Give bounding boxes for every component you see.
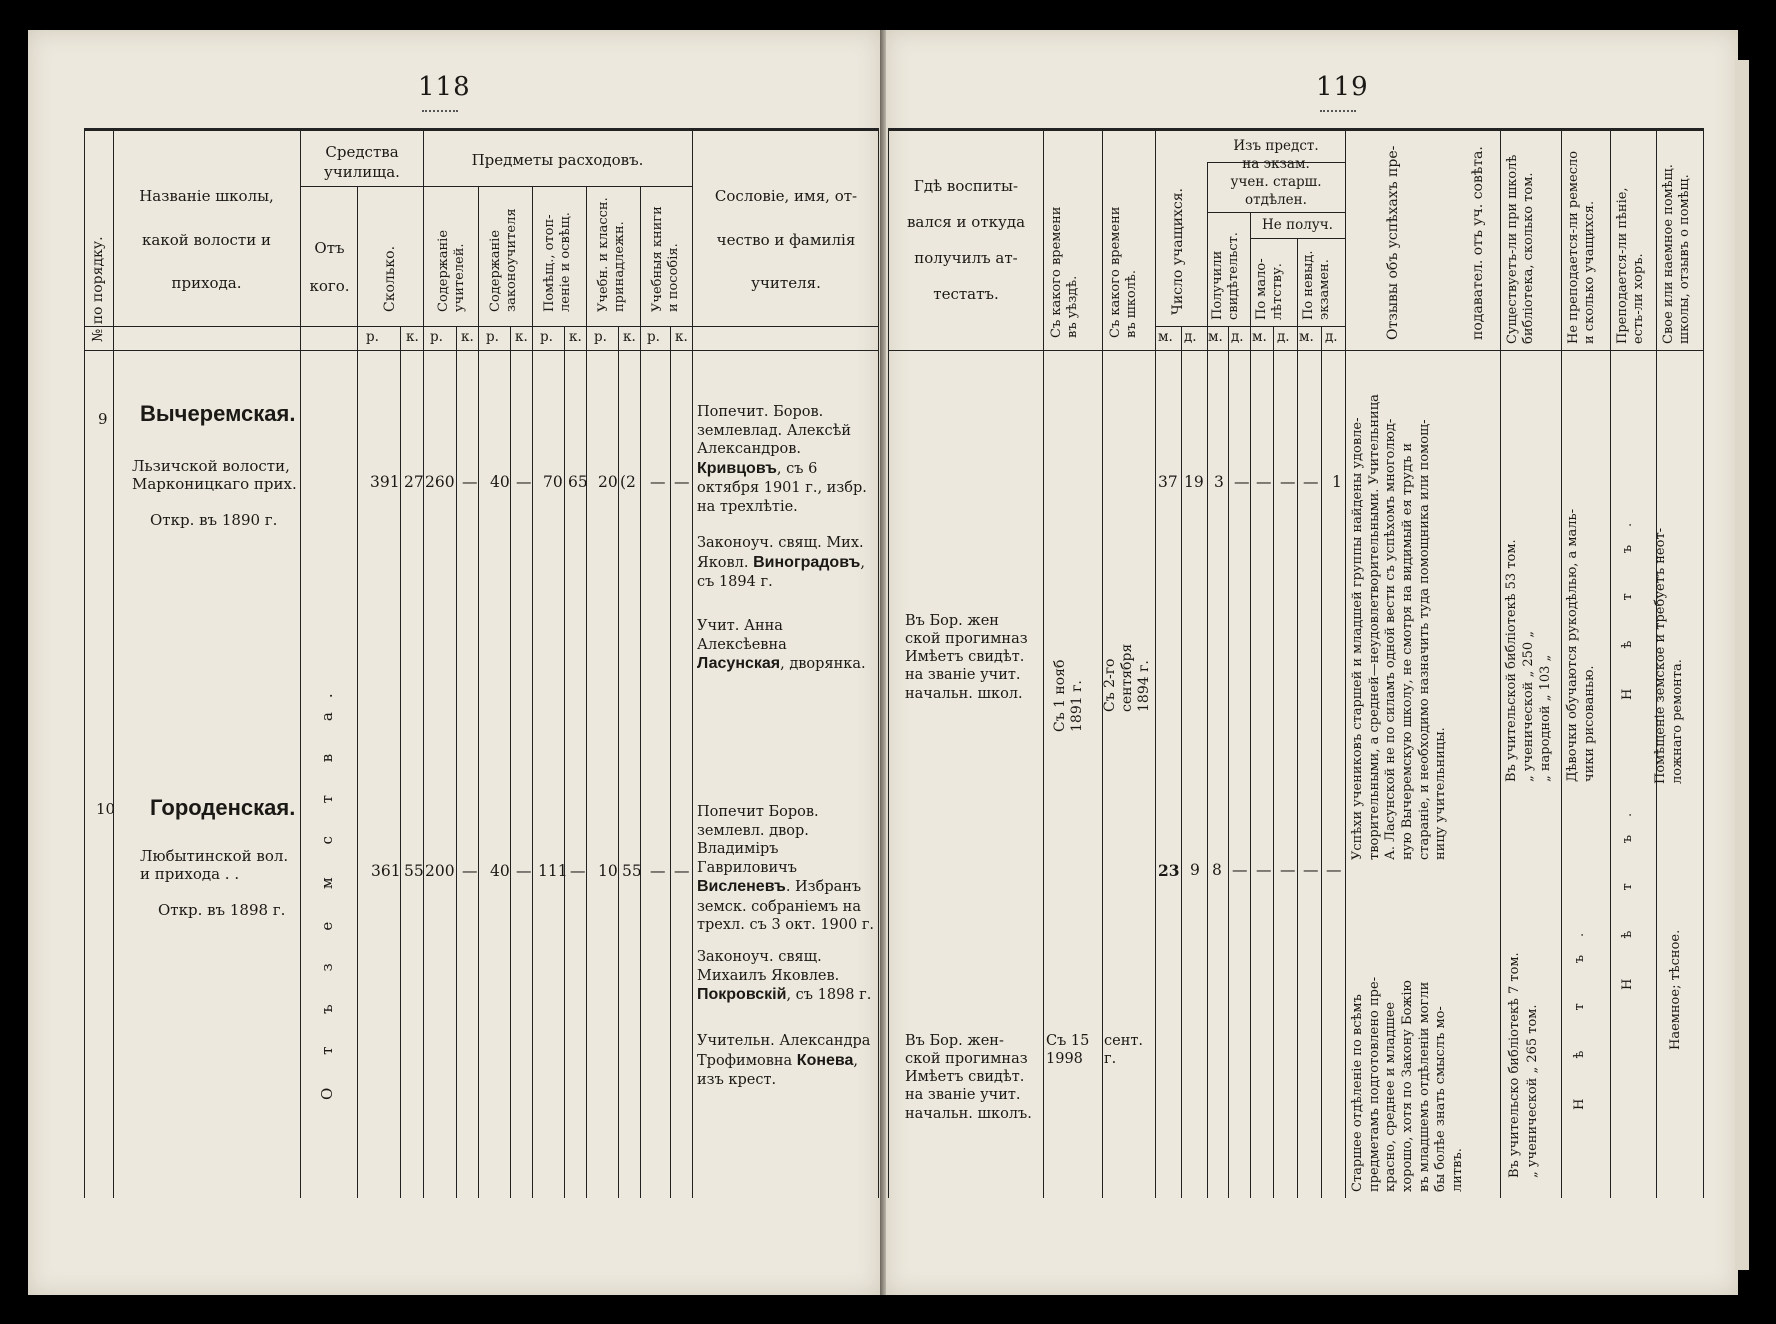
header-how-much: Сколько. (382, 245, 398, 312)
header-since-uezd: Съ какого времени въ уѣздѣ. (1049, 206, 1080, 338)
header-exp-books: Учебныя книги и пособія. (650, 206, 681, 312)
header-reviews-1: Отзывы объ успѣхахъ пре- (1385, 145, 1401, 340)
header-got-cert: Получили свидѣтельст. (1210, 232, 1241, 320)
header-funds: Средства училища. (324, 143, 400, 182)
page-edge (1735, 60, 1749, 1270)
header-exp-premises: Помѣщ., отоп- леніе и освѣщ. (542, 212, 573, 312)
page-number-left: 118 (418, 72, 471, 102)
book-gutter (880, 30, 886, 1295)
page-number-right: 119 (1316, 72, 1369, 102)
header-library: Существуетъ-ли при школѣ библіотека, сколько том. (1505, 154, 1536, 344)
header-pupils: Число учащихся. (1170, 188, 1186, 315)
header-since-school: Съ какого времени въ школѣ. (1108, 206, 1139, 338)
header-singing: Преподается-ли пѣніе, есть-ли хоръ. (1615, 187, 1646, 344)
header-crafts: Не преподается-ли ремесло и сколько учащихся. (1566, 150, 1597, 344)
from-whom-value: О т ъ з е м с т в а. (318, 679, 336, 1100)
header-exp-priest: Содержаніе законоучителя (488, 208, 519, 312)
header-exp-supplies: Учебн. и классн. принадлежн. (596, 197, 627, 312)
header-expenses: Предметы расходовъ. (471, 151, 644, 169)
header-exp-teachers: Содержаніе учителей. (436, 229, 467, 312)
header-reviews-2: подавател. отъ уч. совѣта. (1470, 146, 1486, 340)
header-failed-exam: По невыд. экзамен. (1301, 250, 1332, 320)
header-too-young: По мало- лѣтству. (1254, 258, 1285, 320)
page-number-ornament-right (1320, 104, 1356, 112)
header-building: Свое или наемное помѣщ. школы, отзывъ о помѣщ. (1661, 164, 1692, 344)
header-no: № по порядку. (90, 236, 106, 342)
page-number-ornament-left (422, 104, 458, 112)
header-not-got: Не получ. (1262, 217, 1333, 233)
